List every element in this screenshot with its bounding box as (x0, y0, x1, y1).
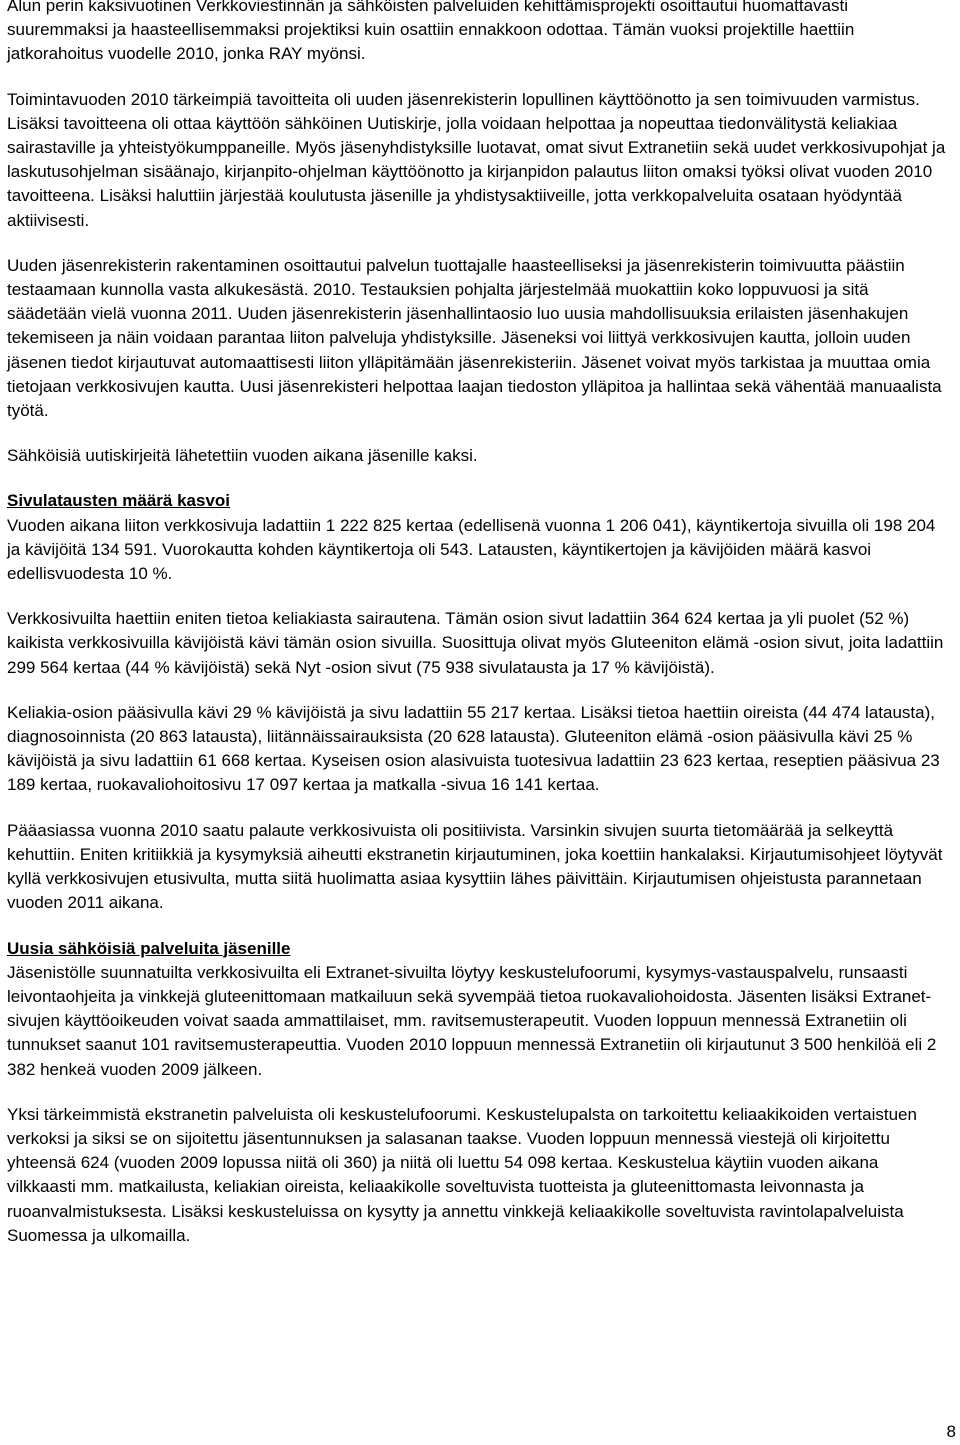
paragraph-member-register: Uuden jäsenrekisterin rakentaminen osoittautui palvelun tuottajalle haasteelliseksi ja jäsenrekisterin toimivuutta päästiin testaamaan kunnolla vasta alkukesästä. 2010. Testauksien pohjalta järjestelmää muokattiin koko loppuvuosi ja sitä säädetään vielä vuonna 2011. Uuden jäsenrekisterin jäsenhallintaosio luo uusia mahdollisuuksia erilaisten jäsenhakujen tekemiseen ja näin voidaan parantaa liiton palveluja yhdistyksille. Jäseneksi voi liittyä verkkosivujen kautta, jolloin uuden jäsenen tiedot kirjautuvat automaattisesti liiton ylläpitämään jäsenrekisteriin. Jäsenet voivat myös tarkistaa ja muuttaa omia tietojaan verkkosivujen kautta. Uusi jäsenrekisteri helpottaa laajan tiedoston ylläpitoa ja hallintaa sekä vähentää manuaalista työtä. (7, 255, 942, 421)
paragraph-newsletters: Sähköisiä uutiskirjeitä lähetettiin vuoden aikana jäsenille kaksi. (7, 446, 478, 466)
paragraph-forum: Yksi tärkeimmistä ekstranetin palveluista oli keskustelufoorumi. Keskustelupalsta on tarkoitettu keliaakikoiden vertaistuen verkoksi ja siksi se on sijoitettu jäsentunnuksen ja salasanan taakse. Vuoden loppuun mennessä viestejä oli kirjoitettu yhteensä 624 (vuoden 2009 lopussa niitä oli 360) ja niitä oli luettu 54 098 kertaa. Keskustelua käytiin vuoden aikana vilkkaasti mm. matkailusta, keliakian oireista, keliaakikolle soveltuvista tuotteista ja gluteenittomasta leivonnasta ja ruoanvalmistuksesta. Lisäksi keskusteluissa on kysytty ja annettu vinkkejä keliaakikolle soveltuvista ravintolapalveluista Suomessa ja ulkomailla. (7, 1104, 917, 1245)
paragraph-2010-goals: Toimintavuoden 2010 tärkeimpiä tavoitteita oli uuden jäsenrekisterin lopullinen käyttöönotto ja sen toimivuuden varmistus. Lisäksi tavoitteena oli ottaa käyttöön sähköinen Uutiskirje, jolla voidaan helpottaa ja nopeuttaa tiedonvälitystä keliakiaa sairastaville ja yhteistyökumppaneille. Myös jäsenyhdistyksille luotavat, omat sivut Extranetiin sekä uudet verkkosivupohjat ja laskutusohjelman sisäänajo, kirjanpito-ohjelman käyttöönotto ja kirjanpidon palautus liiton omaksi työksi olivat vuoden 2010 tavoitteena. Lisäksi haluttiin järjestää koulutusta jäsenille ja yhdistysaktiiveille, jotta verkkopalveluita osataan hyödyntää aktiivisesti. (7, 89, 946, 230)
paragraph-project-background: Alun perin kaksivuotinen Verkkoviestinnän ja sähköisten palveluiden kehittämisprojekti osoittautui huomattavasti suuremmaksi ja haasteellisemmaksi projektiksi kuin osattiin ennakkoon odottaa. Tämän vuoksi projektille haettiin jatkorahoitus vuodelle 2010, jonka RAY myönsi. (7, 0, 855, 64)
paragraph-popular-sections: Verkkosivuilta haettiin eniten tietoa keliakiasta sairautena. Tämän osion sivut ladattiin 364 624 kertaa ja yli puolet (52 %) kaikista verkkosivuilla kävijöistä kävi tämän osion sivuilla. Suosittuja olivat myös Gluteeniton elämä -osion sivut, joita ladattiin 299 564 kertaa (44 % kävijöistä) sekä Nyt -osion sivut (75 938 sivulatausta ja 17 % kävijöistä). (7, 609, 944, 677)
paragraph-page-load-stats: Vuoden aikana liiton verkkosivuja ladattiin 1 222 825 kertaa (edellisenä vuonna 1 206 041), käyntikertoja sivuilla oli 198 204 ja kävijöitä 134 591. Vuorokautta kohden käyntikertoja oli 543. Latausten, käyntikertojen ja kävijöiden määrä kasvoi edellisvuodesta 10 %. (7, 515, 936, 584)
paragraph-extranet: Jäsenistölle suunnatuilta verkkosivuilta eli Extranet-sivuilta löytyy keskustelufoorumi, kysymys-vastauspalvelu, runsaasti leivontaohjeita ja vinkkejä gluteenittomaan matkailuun sekä syvempää tietoa ruokavaliohoidosta. Jäsenten lisäksi Extranet-sivujen käyttöoikeuden voivat saada ammattilaiset, mm. ravitsemusterapeutit. Vuoden loppuun mennessä Extranetiin oli tunnukset saanut 101 ravitsemusterapeuttia. Vuoden 2010 loppuun mennessä Extranetiin oli kirjautunut 3 500 henkilöä eli 2 382 henkeä vuoden 2009 jälkeen. (7, 962, 937, 1079)
heading-new-services: Uusia sähköisiä palveluita jäsenille (7, 938, 291, 958)
paragraph-section-details: Keliakia-osion pääsivulla kävi 29 % kävijöistä ja sivu ladattiin 55 217 kertaa. Lisäksi tietoa haettiin oireista (44 474 latausta), diagnosoinnista (20 863 latausta), liitännäissairauksista (20 628 latausta). Gluteeniton elämä -osion pääsivulla kävi 25 % kävijöistä ja sivu ladattiin 61 668 kertaa. Kyseisen osion alasivuista tuotesivua ladattiin 23 623 kertaa, reseptien pääsivua 23 189 kertaa, ruokavaliohoitosivu 17 097 kertaa ja matkalla -sivua 16 141 kertaa. (7, 702, 940, 795)
paragraph-feedback: Pääasiassa vuonna 2010 saatu palaute verkkosivuista oli positiivista. Varsinkin sivujen suurta tietomäärää ja selkeyttä kehuttiin. Eniten kritiikkiä ja kysymyksiä aiheutti ekstranetin kirjautuminen, joka koettiin hankalaksi. Kirjautumisohjeet löytyvät kyllä verkkosivujen etusivulta, mutta siitä huolimatta asiaa kysyttiin lähes päivittäin. Kirjautumisen ohjeistusta parannetaan vuoden 2011 aikana. (7, 820, 943, 913)
heading-page-loads: Sivulatausten määrä kasvoi (7, 491, 231, 511)
document-page (7, 0, 952, 1248)
page-number: 8 (946, 1422, 956, 1441)
